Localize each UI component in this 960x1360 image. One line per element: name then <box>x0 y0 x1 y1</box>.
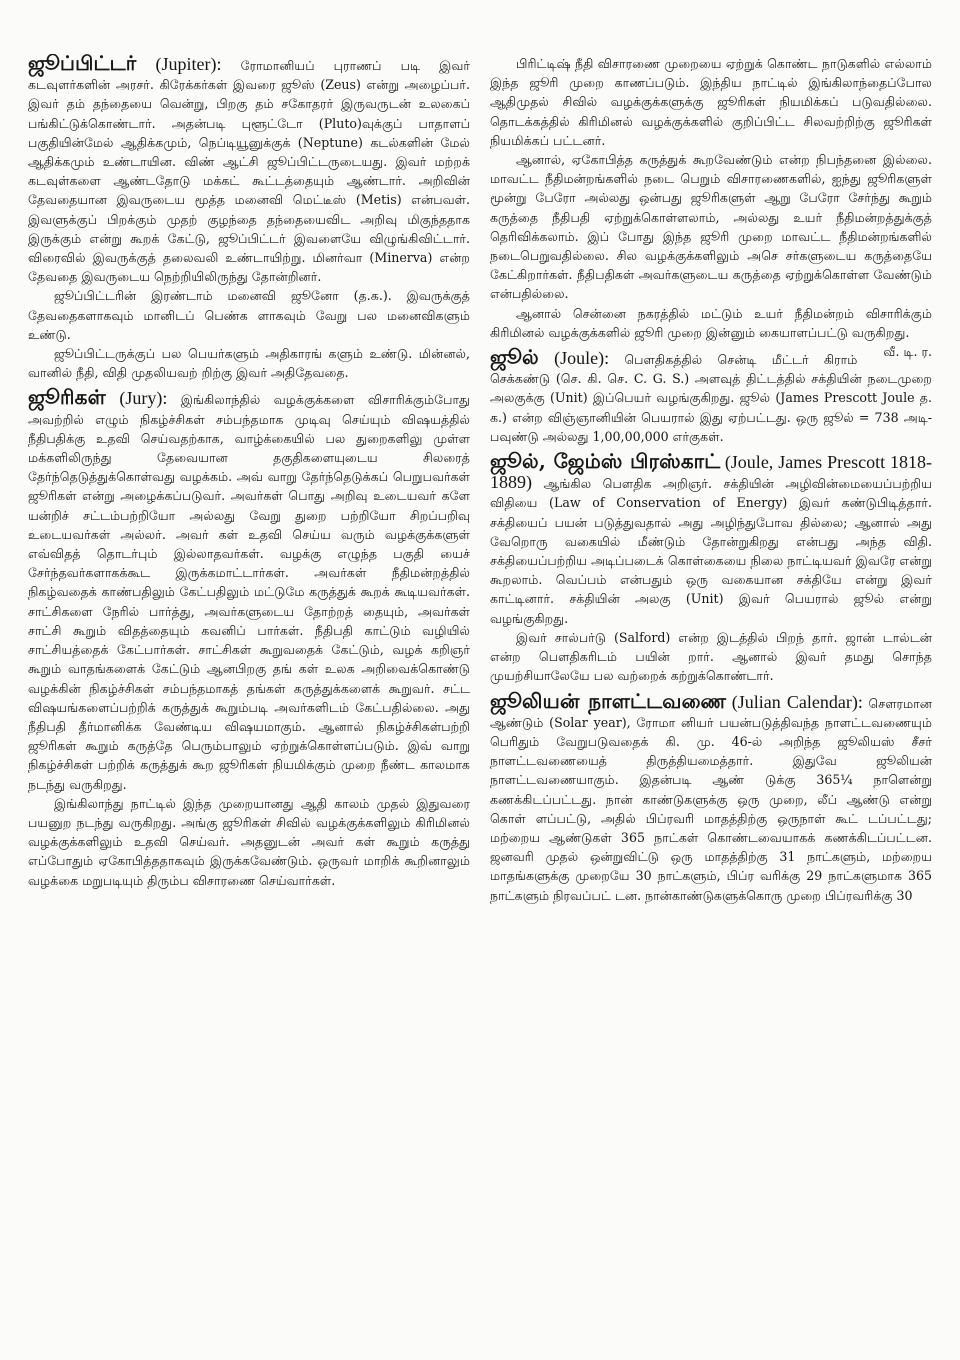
entry-joule-person <box>490 449 932 685</box>
entry-text: சௌரமான ஆண்டும் (Solar year), ரோமா னியர் பயன்படுத்திவந்த நாளட்டவணையும் பெரிதும் வேறுபடுவதைக் கி. மு. 46-ல் அறிந்த ஜூலியஸ் சீசர் நாளட்டவணையைத் திருத்தியமைத்தார். இதுவே ஜூலியன் நாளட்டவணையாகும். இதன்படி ஆண் டுக்கு 365¼ நாளென்று கணக்கிடப்பட்டது. நான் காண்டுகளுக்கு ஒரு முறை, லீப் ஆண்டு என்று கொள் ளப்பட்டு, அதில் பிப்ரவரி மாதத்திற்கு ஒருநாள் கூட் டப்பட்டது; மற்றைய ஆண்டுகள் 365 நாட்கள் கொண்டவையாகக் கணக்கிடப்பட்டன. ஜனவரி முதல் ஒன்றுவிட்டு ஒரு மாதத்திற்கு 31 நாட்களும், மற்றைய மாதங்களுக்கு முறையே 30 நாட்களும், பிப்ர வரிக்கு 29 நாட்களுமாக 365 நாட்களும் நிரவப்பட் டன. நான்காண்டுகளுக்கொரு முறை பிப்ரவரிக்கு 30 <box>490 695 932 903</box>
joule-unit-paragraph <box>490 345 932 446</box>
entry-heading: ஜூல் <box>490 345 539 370</box>
entry-latin-term: (Julian Calendar): <box>731 691 863 712</box>
entry-heading: ஜூப்பிட்டர் <box>28 54 137 75</box>
entry-text: இங்கிலாந்தில் வழக்குக்களை விசாரிக்கும்போது அவற்றில் எழும் நிகழ்ச்சிகள் சம்பந்தமாக முடிவு செய்யும் விஷயத்தில் நீதிபதிக்கு உதவி செய்வதற்காக, வாழ்க்கையில் பல துறைகளிலு முள்ள மக்களிலிருந்து தேவையான தகுதிகளையுடைய சிலரைத் தேர்ந்தெடுத்துக்கொள்வது வழக்கம். அவ் வாறு தேர்ந்தெடுக்கப் பெறுபவர்கள் ஜூரிகள் என்று அழைக்கப்படுவர். அவர்கள் பொது அறிவு உடையவர் களே யன்றிச் சட்டம்பற்றியோ அல்லது வேறு துறை பற்றியோ சிறப்பறிவு உடையவர்கள் அல்லர். அவர் கள் உதவி செய்ய வரும் வழக்குக்களுள் எவ்விதத் தொடர்பும் இல்லாதவர்கள். வழக்கு எழுந்த பகுதி யைச் சேர்ந்தவர்களாகக்கூட இருக்கமாட்டார்கள். அவர்கள் நீதிமன்றத்தில் நிகழ்வதைக் காண்பதிலும் கேட்பதிலும் மட்டுமே கருத்துக் கூறக் கூடியவர்கள். சாட்சிகளை நேரில் பார்த்து, அவர்களுடைய தோற்றத் தையும், அவர்கள் சாட்சி கூறும் விதத்தையும் கவனிப் பார்கள். நீதிபதி காட்டும் வழியில் சாட்சியத்தைக் கேட்பார்கள். சாட்சிகள் கூறுவதைக் கேட்டும், வழக் கறிஞர் கூறும் வாதங்களைக் கேட்டும் ஆனபிறகு தங் கள் உலக அறிவைக்கொண்டு வழக்கின் நிகழ்ச்சிகள் சம்பந்தமாகத் தங்கள் கருத்துக்களைக் கூறுவர். சட்ட விஷயங்களைப்பற்றிக் கருத்துக் கூறும்படி அவர்களிடம் கேட்பதில்லை. அது நீதிபதி தீர்மானிக்க வேண்டிய விஷயமாகும். ஆனால் நிகழ்ச்சிகள்பற்றி ஜூரிகள் கூறும் கருத்தே பெரும்பாலும் ஏற்றுக்கொள்ளப்படும். இவ் வாறு நிகழ்ச்சிகள் பற்றிக் கருத்துக் கூற ஜூரிகள் நியமிக்கும் முறை நீண்ட காலமாக நடந்து வருகிறது. <box>28 392 470 792</box>
jupiter-paragraph-3: ஜூப்பிட்டருக்குப் பல பெயர்களும் அதிகாரங் களும் உண்டு. மின்னல், வானில் நீதி, விதி முதலியவற் றிற்கு இவர் அதிதேவதை. <box>28 346 470 381</box>
jury-paragraph <box>28 385 470 793</box>
left-column <box>28 54 470 1340</box>
right-column <box>490 54 932 1340</box>
entry-latin-term: (Jury): <box>119 388 168 409</box>
entry-jury <box>28 385 470 889</box>
entry-text: ரோமானியப் புராணப் படி இவர் கடவுளர்களின் அரசர். கிரேக்கர்கள் இவரை ஜூஸ் (Zeus) என்று அழைப்பர். இவர் தம் தந்தையை வென்று, பிறகு தம் சகோதரர் இருவருடன் உலகைப் பங்கிட்டுக்கொண்டார். அதன்படி புளூட்டோ (Pluto)வுக்குப் பாதாளப் பகுதியின்மேல் ஆதிக்கமும், நெப்டியூனுக்குக் (Neptune) கடல்களின் மேல் ஆதிக்கமும் உண்டாயின. விண் ஆட்சி ஜூப்பிட்டருடையது. இவர் மற்றக் கடவுள்களை ஆண்டதோடு மக்கட் கூட்டத்தையும் ஆண்டார். அறிவின் தேவதையான இவருடைய மூத்த மனைவி மெட்டீஸ் (Metis) என்பவள். இவளுக்குப் பிறக்கும் முதற் குழந்தை தந்தையைவிட அறிவு மிகுந்ததாக இருக்கும் என்று கூறக் கேட்டு, ஜூப்பிட்டர் இவளையே விழுங்கிவிட்டார். விரைவில் இவருக்குத் தலைவலி உண்டாயிற்று. மினர்வா (Minerva) என்ற தேவதை இவருடைய நெற்றியிலிருந்து தோன்றினர். <box>28 58 470 285</box>
entry-text: பௌதிகத்தில் சென்டி மீட்டர் கிராம் செக்கண்டு (செ. கி. செ. C. G. S.) அளவுத் திட்டத்தில் சக்தியின் நடைமுறை அலகுக்கு (Unit) இப்பெயர் வழங்குகிறது. ஜூல் (James Prescott Joule த. க.) என்ற விஞ்ஞானியின் பெயரால் இது ஏற்பட்டது. ஒரு ஜூல் = 738 அடி-பவுண்டு அல்லது 1,00,00,000 எர்குகள். <box>490 352 932 444</box>
entry-heading: ஜூலியன் நாளட்டவணை <box>490 688 727 713</box>
jury-cont-paragraph-2: ஆனால், ஏகோபித்த கருத்துக் கூறவேண்டும் என்ற நிபந்தனை இல்லை. மாவட்ட நீதிமன்றங்களில் நடை பெறும் விசாரணைகளில், ஐந்து ஜூரிகளுள் மூன்று பேரோ அல்லது ஒன்பது ஜூரிகளுள் ஆறு பேரோ சேர்ந்து கூறும் கருத்தை நீதிபதி ஏற்றுக்கொள்ளலாம், அல்லது உயர் நீதிமன்றத்துக்குத் தெரிவிக்கலாம். இப் போது இந்த ஜூரி முறை மாவட்ட நீதிமன்றங்களில் நடைபெறுவதில்லை. சில வழக்குக்களிலும் அசெ சர்களுடைய கருத்தையே கேட்கிறார்கள். நீதிபதிகள் அவர்களுடைய கருத்தை ஏற்றுக்கொள்ள வேண்டும் என்பதில்லை. <box>490 152 932 302</box>
julian-paragraph <box>490 688 932 905</box>
entry-latin-term: (Jupiter): <box>155 54 222 74</box>
entry-heading: ஜூல், ஜேம்ஸ் பிரஸ்காட் <box>490 449 721 474</box>
entry-latin-term: (Joule): <box>554 348 610 369</box>
author-initials: வீ. டி. ர. <box>883 344 932 360</box>
entry-text: ஆனால் சென்னை நகரத்தில் மட்டும் உயர் நீதிமன்றம் விசாரிக்கும் கிரிமினல் வழக்குக்களில் ஜூரி முறை இன்னும் கையாளப்பட்டு வருகிறது. <box>490 305 932 340</box>
entry-text: ஆங்கில பௌதிக அறிஞர். சக்தியின் அழிவின்மையைப்பற்றிய விதியை (Law of Conservation of Energy) இவர் கண்டுபிடித்தார். சக்தியைப் பயன் படுத்துவதால் அது அழிந்துபோவ தில்லை; ஆனால் அது வேறொரு வகையில் மீண்டும் தோன்றுகிறது என்பது அந்த விதி. சக்தியைப்பற்றிய அடிப்படைக் கொள்கையை நிலை நாட்டியவர் இவரே என்று கூறலாம். வெப்பம் என்பதும் ஒரு வகையான சக்தியே என்று இவர் காட்டினார். சக்தியின் அலகு (Unit) இவர் பெயரால் ஜூல் என்று வழங்குகிறது. <box>490 476 932 626</box>
entry-joule-unit <box>490 345 932 446</box>
jupiter-paragraph-2: ஜூப்பிட்டரின் இரண்டாம் மனைவி ஜூனோ (த.க.). இவருக்குத் தேவதைகளாகவும் மானிடப் பெண்க ளாகவும் வேறு பல மனைவிகளும் உண்டு. <box>28 288 470 342</box>
jupiter-paragraph <box>28 54 470 286</box>
joule-person-paragraph <box>490 449 932 628</box>
jury-cont-paragraph-1: பிரிட்டிஷ் நீதி விசாரணை முறையை ஏற்றுக் கொண்ட நாடுகளில் எல்லாம் இந்த ஜூரி முறை காணப்படும். இந்திய நாட்டில் இங்கிலாந்தைப்போல ஆதிமுதல் சிவில் வழக்குக்களுக்கு ஜூரிகள் நியமிக்கப் படுவதில்லை. தொடக்கத்தில் கிரிமினல் வழக்குக்களில் குறிப்பிட்ட சிலவற்றிற்கு ஜூரிகள் நியமிக்கப் பட்டனர். <box>490 56 932 148</box>
joule-person-paragraph-2: இவர் சால்பர்டு (Salford) என்ற இடத்தில் பிறந் தார். ஜான் டால்டன் என்ற பௌதிகரிடம் பயின் றார். ஆனால் இவர் தமது சொந்த முயற்சியாலேயே பல வற்றைக் கற்றுக்கொண்டார். <box>490 629 932 684</box>
entry-julian-calendar <box>490 688 932 905</box>
entry-heading: ஜூரிகள் <box>28 385 106 410</box>
jury-paragraph-2: இங்கிலாந்து நாட்டில் இந்த முறையானது ஆதி காலம் முதல் இதுவரை பயனுற நடந்து வருகிறது. அங்கு ஜூரிகள் சிவில் வழக்குக்களிலும் கிரிமினல் வழக்குக்களிலும் உதவி செய்வர். அதனுடன் அவர் கள் கூறும் கருத்து எப்போதும் ஏகோபித்ததாகவும் இருக்கவேண்டும். ஒருவர் மாறிக் கூறினாலும் வழக்கை மறுபடியும் திரும்ப விசாரணை செய்வார்கள். <box>28 795 470 888</box>
entry-jupiter <box>28 54 470 382</box>
entry-latin-term: (Joule, James Prescott 1818-1889) <box>490 452 932 493</box>
